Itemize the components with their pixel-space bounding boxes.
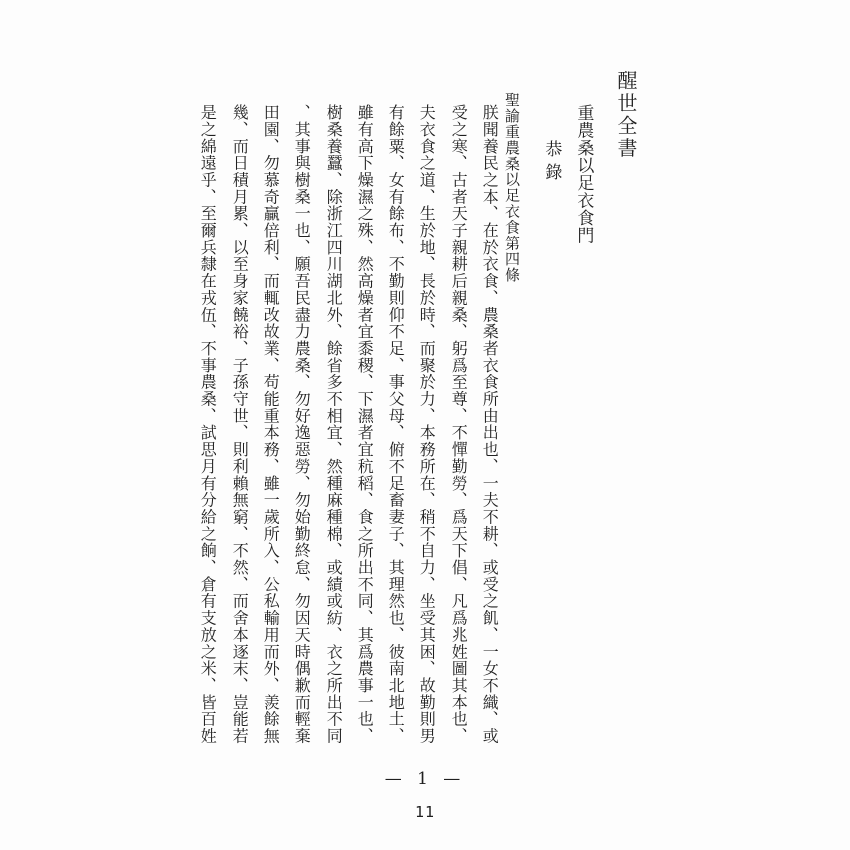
text-column-8: 田園、勿慕奇贏倍利、而輒改故業、苟能重本務、雖一歲所入、公私輸用而外、羨餘無 [261, 104, 281, 745]
text-column-1: 朕聞養民之本、在於衣食、農桑者衣食所由出也、一夫不耕、或受之飢、一女不織、或 [480, 104, 500, 745]
text-column-9: 幾、而日積月累、以至身家饒裕、子孫守世、則利賴無窮、不然、而舍本逐末、豈能若 [230, 104, 250, 745]
text-column-6: 樹桑養蠶、除浙江四川湖北外、餘省多不相宜、然種麻種棉、或績或紡、衣之所出不同 [324, 104, 344, 745]
text-column-5: 雖有高下燥濕之殊、然高燥者宜黍稷、下濕者宜秔稻、食之所出不同、其爲農事一也、 [355, 104, 375, 745]
text-column-7: 、其事與樹桑一也、願吾民盡力農桑、勿好逸惡勞、勿始勤終怠、勿因天時偶歉而輕棄 [292, 104, 312, 745]
text-column-10: 是之綿遠乎、至爾兵隸在戎伍、不事農桑、試思月有分給之餉、倉有支放之米、皆百姓 [198, 104, 218, 745]
respect-note: 恭錄 [541, 140, 562, 186]
book-title: 醒世全書 [614, 70, 638, 160]
text-column-4: 有餘粟、女有餘布、不勤則仰不足、事父母、俯不足畜妻子、其理然也、彼南北地土、 [386, 104, 406, 745]
text-column-2: 受之寒、古者天子親耕后親桑、躬爲至尊、不憚勤勞、爲天下倡、凡爲兆姓圖其本也、 [449, 104, 469, 745]
page-number: — 1 — [384, 769, 466, 789]
section-title: 重農桑以足衣食門 [573, 104, 594, 244]
text-column-3: 夫衣食之道、生於地、長於時、而聚於力、本務所在、稍不自力、坐受其困、故勤則男 [417, 104, 437, 745]
folio-number: 11 [414, 803, 436, 821]
edict-title: 聖諭重農桑以足衣食第四條 [503, 92, 521, 283]
